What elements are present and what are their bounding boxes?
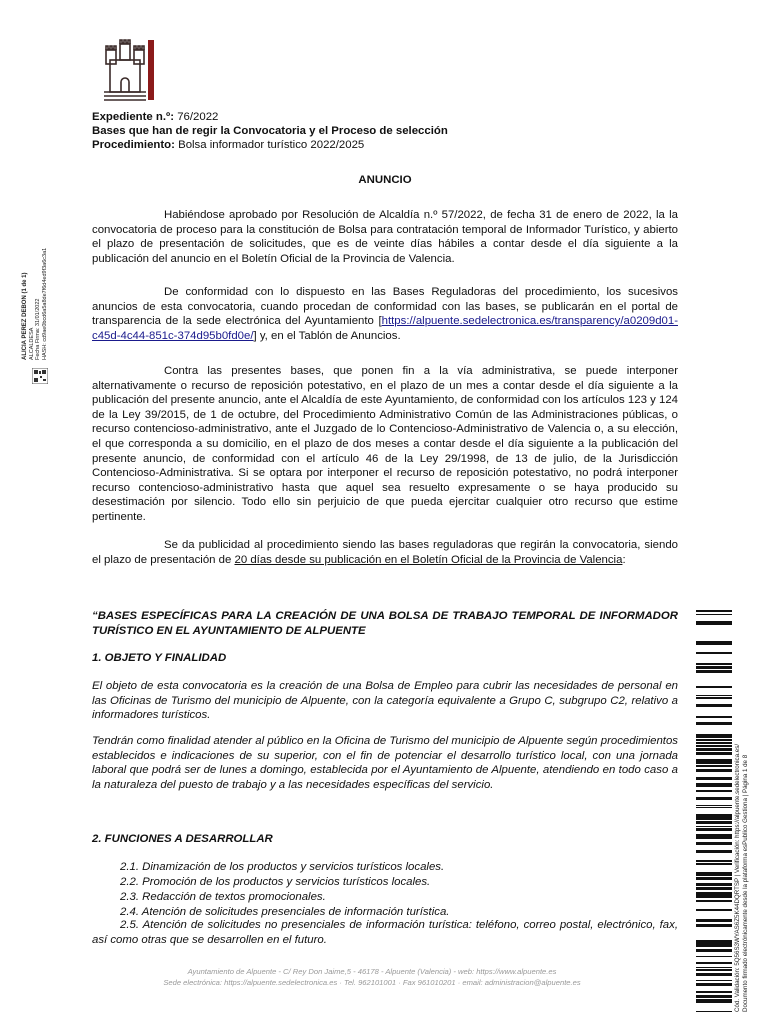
signature-date: Fecha Firma: 31/01/2022 <box>35 298 41 360</box>
signature-hash: HASH: cd9ae0bcd6a5a8de7f6d4ed9f3a6c3a1 <box>41 247 48 360</box>
paragraph-publicidad-text-b: : <box>622 553 626 566</box>
bases-line: Bases que han de regir la Convocatoria y el Proceso de selección <box>92 125 448 137</box>
function-item: 2.1. Dinamización de los productos y servicios turísticos locales. <box>120 861 445 873</box>
procedimiento-label: Procedimiento: <box>92 139 175 151</box>
footer-address-line: Ayuntamiento de Alpuente - C/ Rey Don Jaime,5 - 46178 - Alpuente (Valencia) - web: https://www.alpuente.es <box>187 967 557 976</box>
municipal-coat-of-arms-logo <box>100 38 158 102</box>
procedimiento-value: Bolsa informador turístico 2022/2025 <box>178 139 365 151</box>
paragraph-transparencia-text-b: ] y, en el Tablón de Anuncios. <box>253 329 401 342</box>
document-header <box>92 110 682 152</box>
validation-barcode <box>696 610 732 1016</box>
paragraph-transparencia-text-a: De conformidad con lo dispuesto en las Bases Reguladoras del procedimiento, los sucesivos anuncios de esta convocatoria, cuando procedan de conformidad con las bases, se publicarán en el portal de transparencia de la sede electrónica del Ayuntamiento [ <box>92 286 678 328</box>
paragraph-publicidad <box>92 538 678 567</box>
validation-code-line: Cód. Validación: 5Q56S3WYAS6Z5K44DQRTSP | Verificación: https://alpuente.sedelectronica.es/ <box>734 743 741 1012</box>
bases-title: “BASES ESPECÍFICAS PARA LA CREACIÓN DE UNA BOLSA DE TRABAJO TEMPORAL DE INFORMADOR TURÍSTICO EN EL AYUNTAMIENTO DE ALPUENTE <box>92 610 678 637</box>
expediente-value: 76/2022 <box>177 111 219 123</box>
expediente-label: Expediente n.º: <box>92 111 175 123</box>
signer-name: ALICIA PEREZ DEBON (1 de 1) <box>22 272 28 360</box>
page-footer <box>92 966 652 988</box>
plazo-presentacion: 20 días desde su publicación en el Boletín Oficial de la Provincia de Valencia <box>234 553 623 566</box>
functions-list <box>120 860 680 920</box>
paragraph-recursos: Contra las presentes bases, que ponen fin a la vía administrativa, se puede interponer alternativamente o recurso de reposición potestativo, en el plazo de un mes a contar desde el día siguiente a la publicación del presente anuncio, ante el Alcaldía de este Ayuntamiento, de conformidad con los artículos 123 y 124 de la Ley 39/2015, de 1 de octubre, del Procedimiento Administrativo Común de las Administraciones públicas, o recurso contencioso-administrativo, ante el Juzgado de lo Contencioso-Administrativo de Valencia o, a su elección, el que corresponda a su domicilio, en el plazo de dos meses a contar desde el día siguiente a la publicación del presente anuncio, de conformidad con el artículo 46 de la Ley 29/1998, de 13 de julio, de la Jurisdicción Contencioso-Administrativa. Si se optara por interponer el recurso de reposición potestativo, no podrá interponer recurso contencioso-administrativo hasta que aquel sea resuelto expresamente o se haya producido su desestimación por silencio. Todo ello sin perjuicio de que pueda ejercitar cualquier otro recurso que estime pertinente. <box>92 365 678 523</box>
footer-contact-line: Sede electrónica: https://alpuente.sedelectronica.es · Tel. 962101001 · Fax 961010201 · email: administracion@alpuente.es <box>163 978 581 987</box>
signature-qr-icon <box>32 368 48 384</box>
section-1-heading: 1. OBJETO Y FINALIDAD <box>92 652 227 664</box>
section-1-paragraph-objeto: El objeto de esta convocatoria es la creación de una Bolsa de Empleo para cubrir las necesidades de personal en las Oficinas de Turismo del municipio de Alpuente, con la categoría equivalente a Grupo C, subgrupo C2, relativo a informadores turísticos. <box>92 680 678 722</box>
function-item: 2.2. Promoción de los productos y servicios turísticos locales. <box>120 876 431 888</box>
signed-document-line: Documento firmado electrónicamente desde la plataforma esPublico Gestiona | Página 1 de 8 <box>741 754 749 1012</box>
function-item: 2.3. Redacción de textos promocionales. <box>120 891 326 903</box>
anuncio-title: ANUNCIO <box>358 174 412 186</box>
paragraph-transparencia <box>92 285 678 343</box>
function-item-2-5: 2.5. Atención de solicitudes no presenciales de información turística: teléfono, correo postal, electrónico, fax, así como otras que se desarrollen en el futuro. <box>92 919 678 946</box>
signer-role: ALCALDESA <box>28 327 35 360</box>
paragraph-publicidad-text-a: Se da publicidad al procedimiento siendo las bases reguladoras que regirán la convocatoria, siendo el plazo de presentación de <box>92 539 678 566</box>
signature-block <box>22 220 62 360</box>
section-1-paragraph-finalidad: Tendrán como finalidad atender al público en la Oficina de Turismo del municipio de Alpuente según procedimientos establecidos e indicaciones de su superior, con el fin de potenciar el desarrollo turístico local, con una jornada laboral que podrá ser de lunes a domingo, establecida por el Ayuntamiento de Alpuente, atendiendo en todo caso a la naturaleza del puesto de trabajo y a las necesidades específicas del servicio. <box>92 735 678 791</box>
section-2-heading: 2. FUNCIONES A DESARROLLAR <box>92 833 273 845</box>
function-item: 2.4. Atención de solicitudes presenciales de información turística. <box>120 906 450 918</box>
transparency-portal-link[interactable]: https://alpuente.sedelectronica.es/transparency/a0209d01-c45d-4c44-851c-374d95b0fd0e/ <box>92 315 678 342</box>
validation-text-block <box>734 652 758 1012</box>
paragraph-resolucion: Habiéndose aprobado por Resolución de Alcaldía n.º 57/2022, de fecha 31 de enero de 2022, la la convocatoria de proceso para la constitución de Bolsa para contratación temporal de Informador Turístico, y abierto el plazo de presentación de solicitudes, que es de veinte días hábiles a contar desde el día siguiente a la publicación del anuncio en el Boletín Oficial de la Provincia de Valencia. <box>92 209 678 265</box>
